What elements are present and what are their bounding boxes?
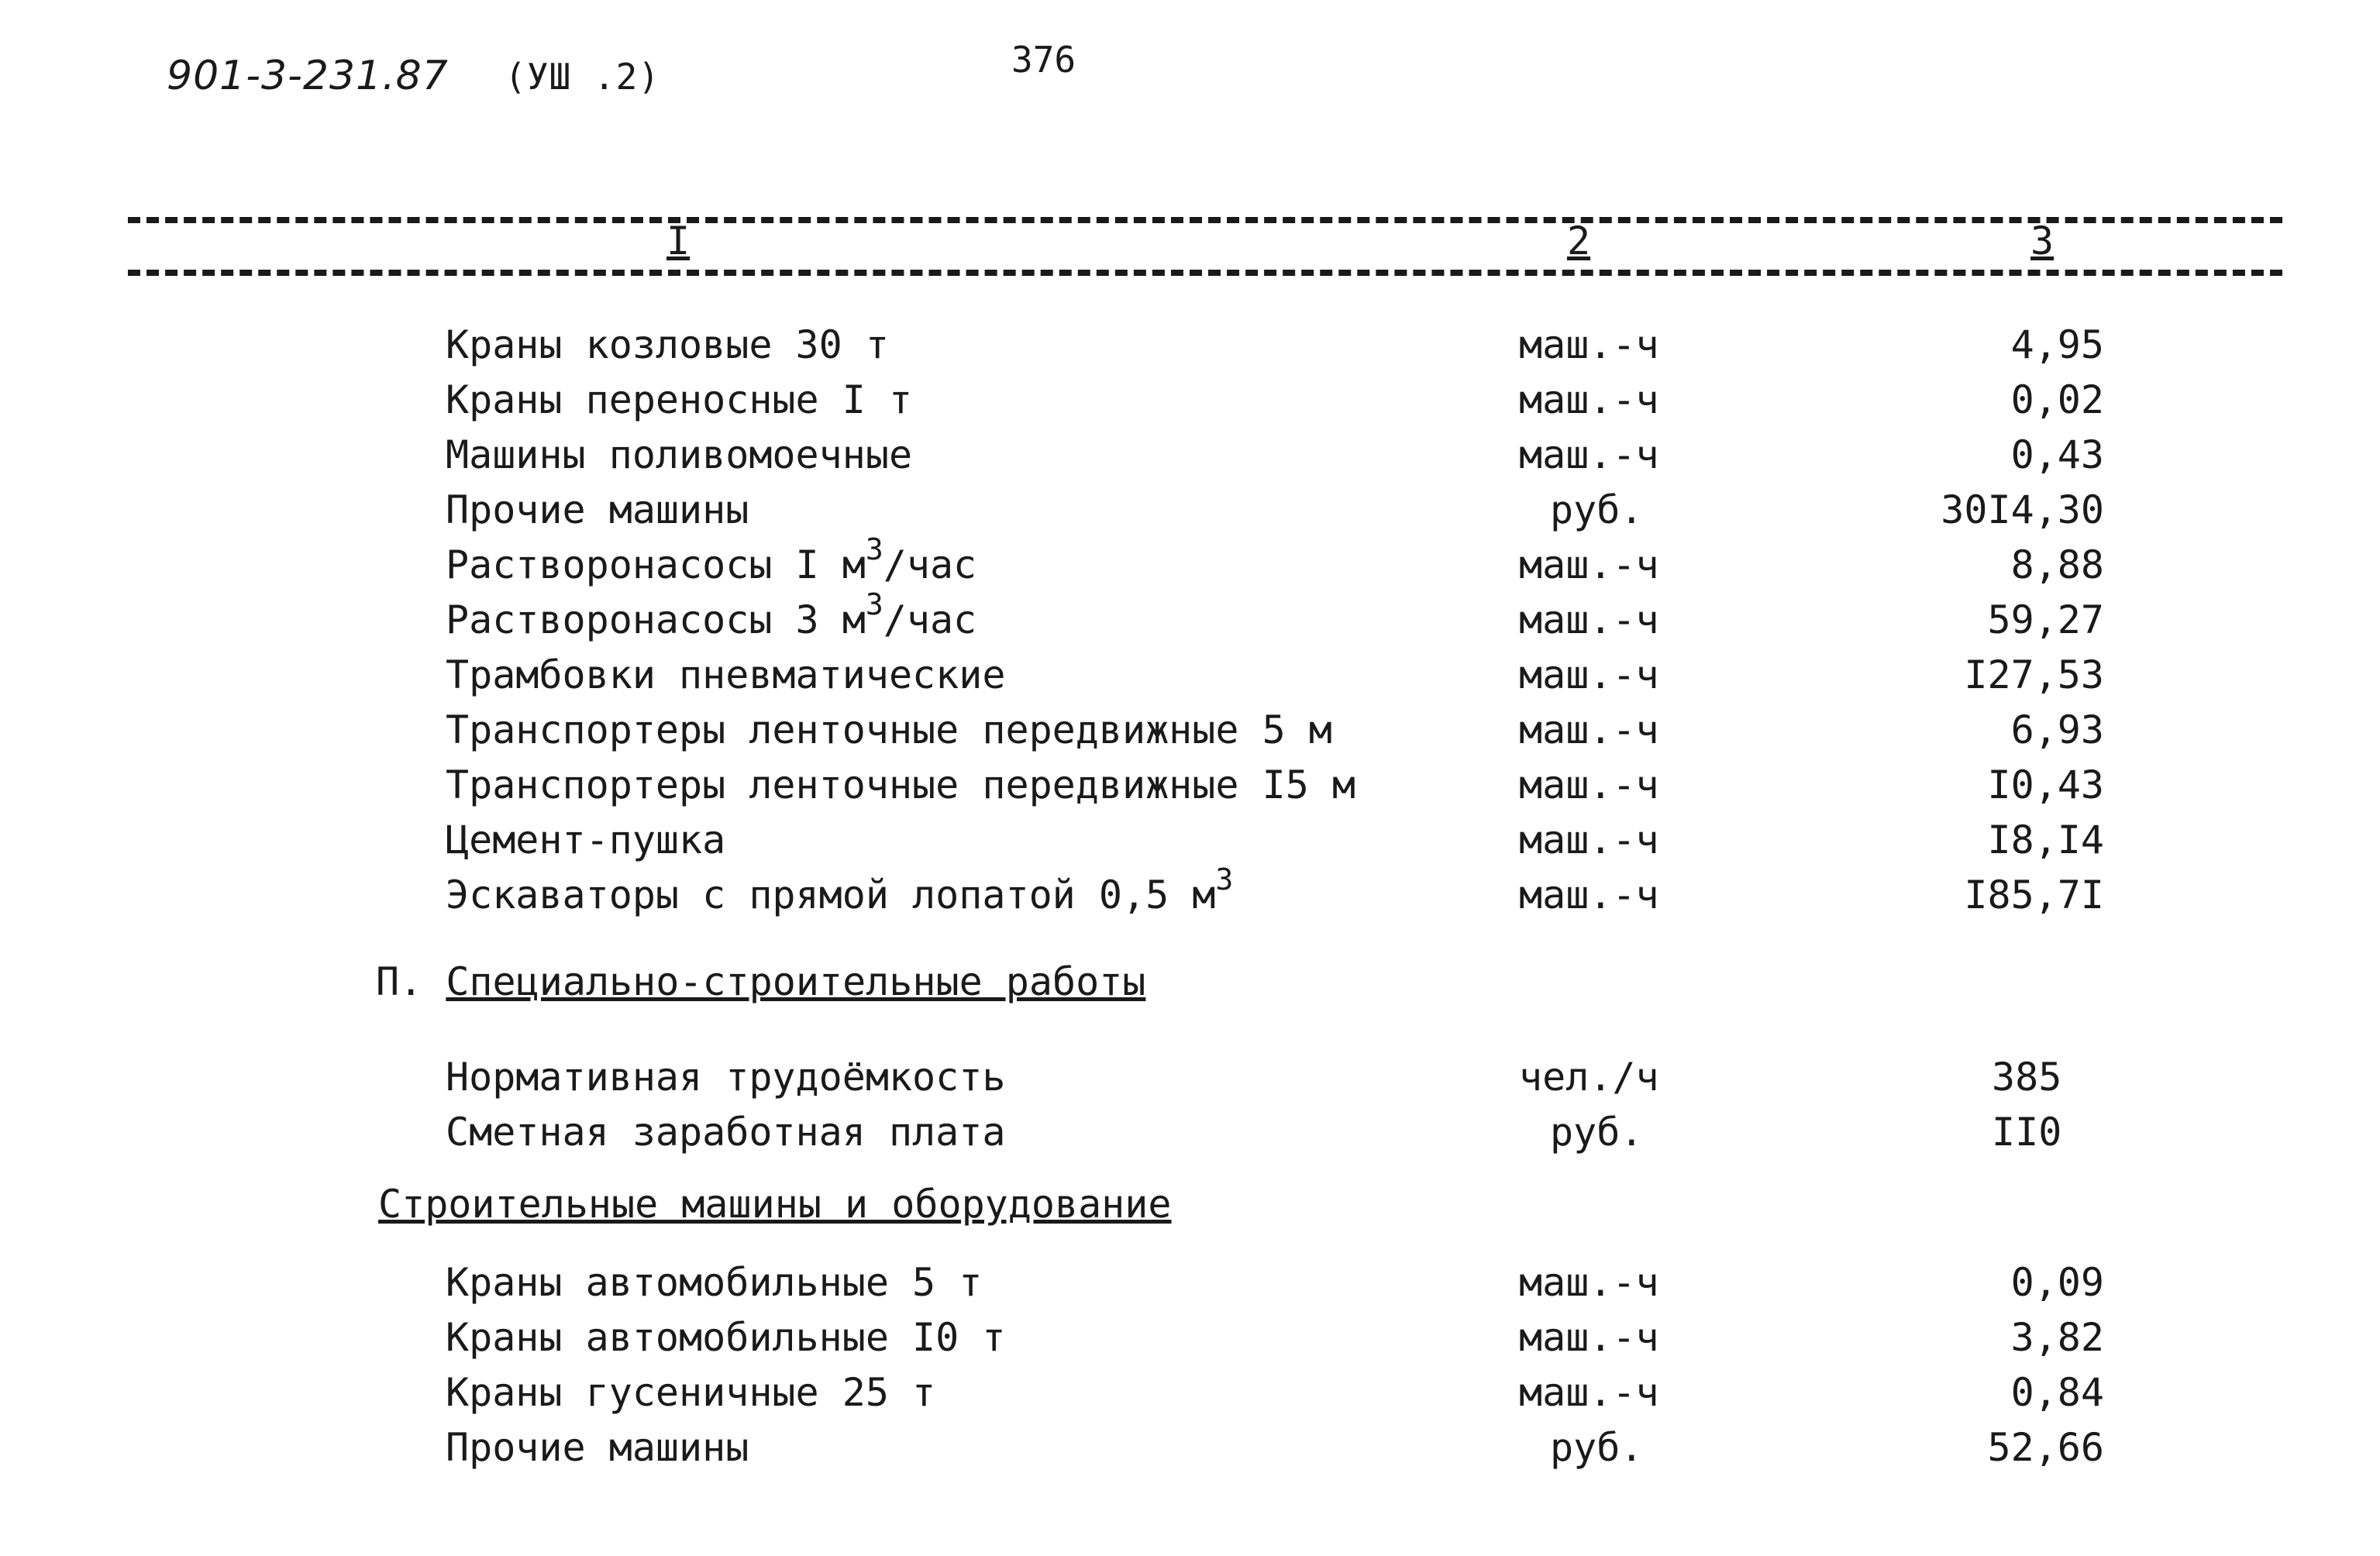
list-item-unit: руб.	[1550, 1425, 1644, 1470]
list-item-name: Эскаваторы с прямой лопатой 0,5 $м^3$	[446, 862, 1234, 917]
section-title: Специально-строительные работы	[446, 959, 1146, 1004]
section-heading-2	[376, 959, 1145, 1004]
superscript: 3	[865, 532, 883, 566]
doc-code-number: 901-3-231.87	[167, 53, 449, 99]
list-item-value: II0	[1992, 1110, 2062, 1155]
list-item-value: I8,I4	[1987, 818, 2104, 862]
list-item-name: Краны гусеничные 25 т	[446, 1370, 936, 1415]
list-item-value: 8,88	[2010, 542, 2104, 587]
list-item-unit: маш.-ч	[1519, 652, 1659, 697]
list-item-value: 59,27	[1987, 597, 2104, 642]
list-item-name: Краны автомобильные 5 т	[446, 1260, 983, 1305]
list-item-unit: маш.-ч	[1519, 597, 1659, 642]
column-header-2: 2	[1567, 219, 1591, 263]
superscript: 3	[1215, 862, 1234, 897]
page-number: 376	[1011, 39, 1076, 81]
list-item-value: 0,84	[2010, 1370, 2104, 1415]
list-item-name: Сметная заработная плата	[446, 1110, 1006, 1155]
list-item-unit: чел./ч	[1519, 1055, 1659, 1100]
list-item-name: Растворонасосы I $м^3$/час	[446, 532, 977, 587]
list-item-value: 52,66	[1987, 1425, 2104, 1470]
list-item-value: 30I4,30	[1941, 487, 2104, 532]
doc-code-part: (УШ .2)	[505, 56, 660, 98]
list-item-value: 0,02	[2010, 377, 2104, 422]
column-header-3: 3	[2030, 219, 2055, 263]
subsection-title: Строительные машины и оборудование	[378, 1182, 1172, 1227]
document-code	[167, 53, 660, 99]
list-item-unit: маш.-ч	[1519, 1370, 1659, 1415]
column-header-1: I	[666, 219, 691, 263]
list-item-unit: маш.-ч	[1519, 818, 1659, 862]
list-item-unit: маш.-ч	[1519, 1315, 1659, 1360]
list-item-unit: маш.-ч	[1519, 707, 1659, 752]
list-item-name: Нормативная трудоёмкость	[446, 1055, 1006, 1100]
list-item-value: I0,43	[1987, 763, 2104, 807]
list-item-unit: маш.-ч	[1519, 322, 1659, 367]
list-item-name: Машины поливомоечные	[446, 432, 913, 477]
list-item-value: 3,82	[2010, 1315, 2104, 1360]
subsection-heading	[378, 1182, 1172, 1227]
list-item-value: I85,7I	[1964, 873, 2104, 917]
list-item-name: Прочие машины	[446, 487, 749, 532]
list-item-name: Краны переносные I т	[446, 377, 913, 422]
list-item-value: 6,93	[2010, 707, 2104, 752]
section-number: П.	[376, 959, 423, 1004]
list-item-unit: маш.-ч	[1519, 1260, 1659, 1305]
table-header-top-rule	[128, 217, 2282, 223]
list-item-unit: маш.-ч	[1519, 763, 1659, 807]
list-item-value: 0,43	[2010, 432, 2104, 477]
list-item-unit: руб.	[1550, 487, 1644, 532]
list-item-unit: маш.-ч	[1519, 377, 1659, 422]
list-item-unit: маш.-ч	[1519, 873, 1659, 917]
list-item-value: I27,53	[1964, 652, 2104, 697]
list-item-value: 385	[1992, 1055, 2062, 1100]
list-item-unit: руб.	[1550, 1110, 1644, 1155]
list-item-unit: маш.-ч	[1519, 432, 1659, 477]
list-item-name: Цемент-пушка	[446, 818, 726, 862]
list-item-name: Транспортеры ленточные передвижные 5 м	[446, 707, 1332, 752]
list-item-name: Растворонасосы 3 $м^3$/час	[446, 587, 977, 642]
list-item-value: 0,09	[2010, 1260, 2104, 1305]
list-item-name: Трамбовки пневматические	[446, 652, 1006, 697]
list-item-unit: маш.-ч	[1519, 542, 1659, 587]
superscript: 3	[865, 587, 883, 621]
list-item-value: 4,95	[2010, 322, 2104, 367]
list-item-name: Прочие машины	[446, 1425, 749, 1470]
table-header-bottom-rule	[128, 270, 2282, 276]
list-item-name: Краны автомобильные I0 т	[446, 1315, 1006, 1360]
list-item-name: Транспортеры ленточные передвижные I5 м	[446, 763, 1355, 807]
list-item-name: Краны козловые 30 т	[446, 322, 889, 367]
